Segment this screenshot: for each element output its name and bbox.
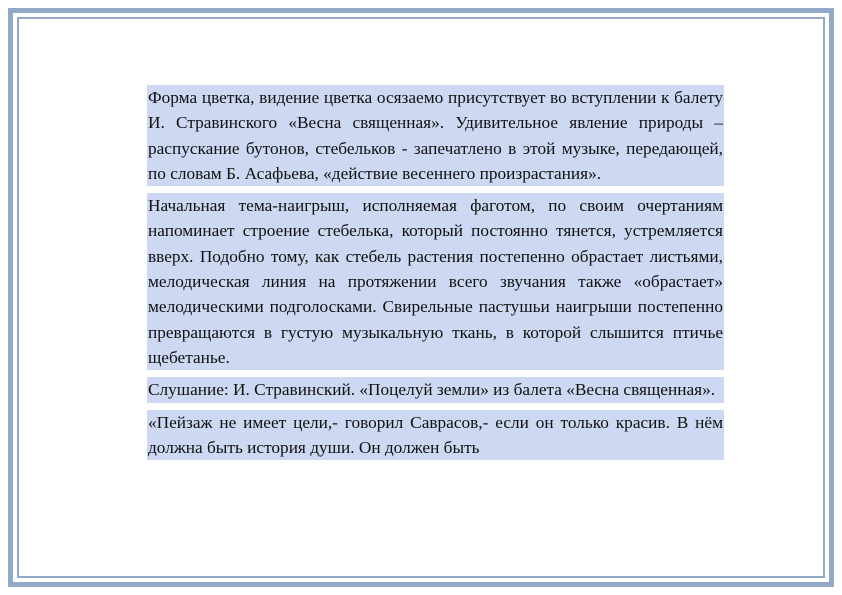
paragraph-bassoon-theme: Начальная тема-наигрыш, исполняемая фаготом, по своим очертаниям напоминает строение стебелька, который постоянно тянется, устремляется вверх. Подобно тому, как стебель растения постепенно обрастает листьями, мелодическая линия на протяжении всего звучания также «обрастает» мелодическими подголосками. Свирельные пастушьи наигрыши постепенно превращаются в густую музыкальную ткань, в которой слышится птичье щебетанье. xyxy=(147,193,724,370)
paragraph-savrasov-quote: «Пейзаж не имеет цели,- говорил Саврасов,- если он только красив. В нём должна быть история души. Он должен быть xyxy=(147,410,724,461)
text-content-box xyxy=(147,85,724,553)
paragraph-stravinsky-intro: Форма цветка, видение цветка осязаемо присутствует во вступлении к балету И. Стравинского «Весна священная». Удивительное явление природы – распускание бутонов, стебельков - запечатлено в этой музыке, передающей, по словам Б. Асафьева, «действие весеннего произрастания». xyxy=(147,85,724,186)
paragraph-listening-assignment: Слушание: И. Стравинский. «Поцелуй земли» из балета «Весна священная». xyxy=(147,377,724,402)
